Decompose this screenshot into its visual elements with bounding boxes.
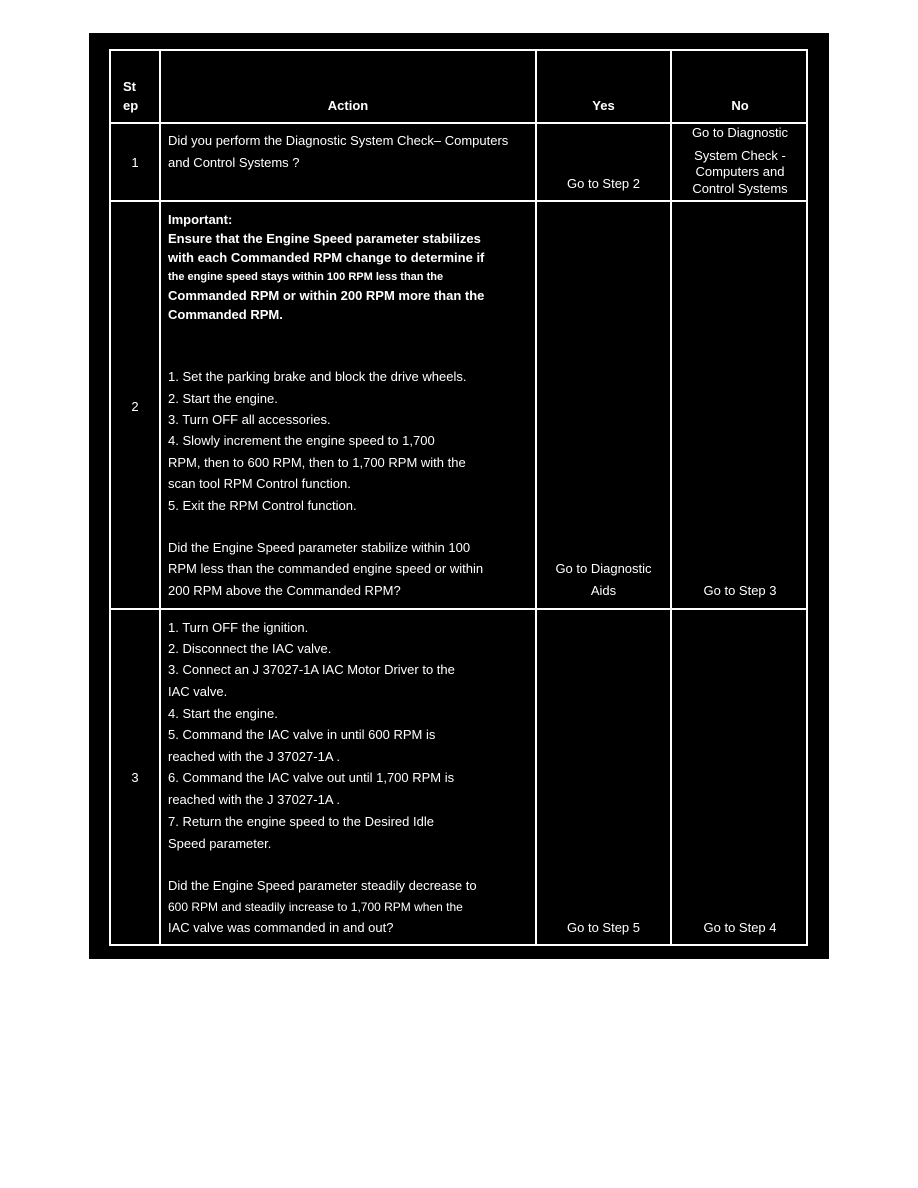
- action-text-line: scan tool RPM Control function.: [168, 476, 351, 491]
- diagnostic-table-panel: [89, 33, 829, 959]
- row-divider-1: [111, 200, 806, 202]
- action-text-line: Did you perform the Diagnostic System Check– Computers: [168, 133, 509, 148]
- header-step-line2: ep: [123, 98, 139, 113]
- yes-cell-text: Go to Step 5: [567, 920, 640, 935]
- action-text-line: 3. Connect an J 37027-1A IAC Motor Driver to the: [168, 662, 455, 677]
- action-text-line: 1. Turn OFF the ignition.: [168, 620, 309, 635]
- header-no: No: [731, 98, 749, 113]
- column-divider-step: [159, 51, 161, 944]
- no-cell-text: Go to Diagnostic: [691, 125, 789, 140]
- header-action: Action: [327, 98, 369, 113]
- important-text-line: with each Commanded RPM change to determine if: [168, 250, 485, 265]
- step-number: 1: [131, 155, 139, 170]
- important-label: Important:: [168, 212, 233, 227]
- header-step-line1: St: [123, 79, 136, 94]
- action-text-line: 4. Slowly increment the engine speed to 1,700: [168, 433, 435, 448]
- no-cell-text: Control Systems: [692, 181, 788, 196]
- action-text-line: IAC valve.: [168, 684, 228, 699]
- no-cell-text: System Check -: [694, 148, 786, 163]
- action-text-line: 2. Disconnect the IAC valve.: [168, 641, 332, 656]
- important-text-line: the engine speed stays within 100 RPM less than the: [168, 271, 444, 283]
- action-text-line: 5. Exit the RPM Control function.: [168, 498, 357, 513]
- row-divider-2: [111, 608, 806, 610]
- step-number: 2: [131, 399, 139, 414]
- diagnostic-table: [109, 49, 808, 946]
- yes-cell-text: Go to Step 2: [567, 176, 640, 191]
- header-yes: Yes: [592, 98, 615, 113]
- no-cell-text: Computers and: [695, 164, 785, 179]
- step-number: 3: [131, 770, 139, 785]
- yes-cell-text: Aids: [590, 583, 617, 598]
- action-question-line: IAC valve was commanded in and out?: [168, 920, 394, 935]
- no-cell-text: Go to Step 3: [703, 583, 777, 598]
- action-text-line: 3. Turn OFF all accessories.: [168, 412, 331, 427]
- action-text-line: reached with the J 37027-1A .: [168, 749, 341, 764]
- action-text-line: 1. Set the parking brake and block the drive wheels.: [168, 369, 467, 384]
- action-text-line: RPM, then to 600 RPM, then to 1,700 RPM with the: [168, 455, 466, 470]
- action-text-line: 6. Command the IAC valve out until 1,700 RPM is: [168, 770, 455, 785]
- action-text-line: 4. Start the engine.: [168, 706, 278, 721]
- action-text-line: Speed parameter.: [168, 836, 272, 851]
- action-text-line: 2. Start the engine.: [168, 391, 278, 406]
- action-text-line: 7. Return the engine speed to the Desired Idle: [168, 814, 434, 829]
- action-text-line: reached with the J 37027-1A .: [168, 792, 341, 807]
- action-question-line: 200 RPM above the Commanded RPM?: [168, 583, 401, 598]
- important-text-line: Commanded RPM.: [168, 307, 283, 322]
- action-text-line: and Control Systems ?: [168, 155, 300, 170]
- action-question-line: Did the Engine Speed parameter stabilize within 100: [168, 540, 471, 555]
- row-divider-header: [111, 122, 806, 124]
- action-question-line: 600 RPM and steadily increase to 1,700 RPM when the: [168, 900, 463, 914]
- yes-cell-text: Go to Diagnostic: [555, 561, 652, 576]
- important-text-line: Ensure that the Engine Speed parameter stabilizes: [168, 231, 481, 246]
- action-text-line: 5. Command the IAC valve in until 600 RPM is: [168, 727, 436, 742]
- important-text-line: Commanded RPM or within 200 RPM more than the: [168, 288, 485, 303]
- no-cell-text: Go to Step 4: [703, 920, 777, 935]
- action-question-line: Did the Engine Speed parameter steadily decrease to: [168, 878, 477, 893]
- action-question-line: RPM less than the commanded engine speed or within: [168, 561, 484, 576]
